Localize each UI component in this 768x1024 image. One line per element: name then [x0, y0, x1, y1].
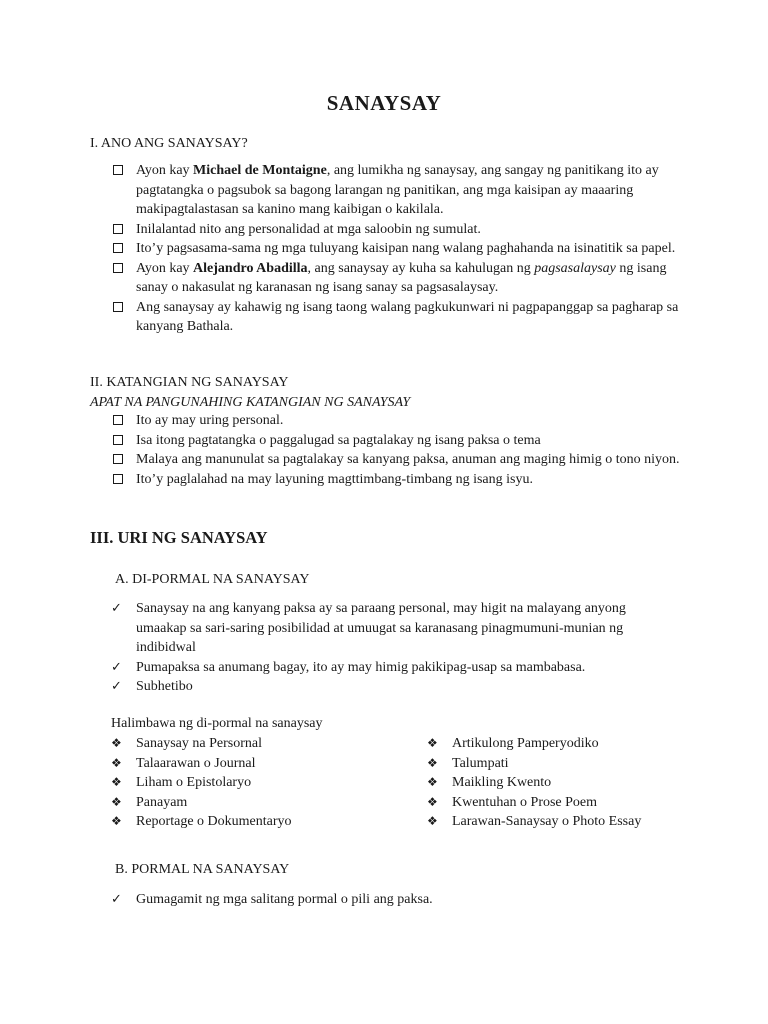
section-2-heading: II. KATANGIAN NG SANAYSAY [90, 375, 289, 390]
list-item: ✓ Pumapaksa sa anumang bagay, ito ay may himig pakikipag-usap sa mambabasa. [111, 658, 671, 678]
list-item: ❖ Larawan-Sanaysay o Photo Essay [427, 812, 727, 832]
list-item: ❖ Talumpati [427, 754, 727, 774]
square-bullet-icon [113, 165, 123, 175]
examples-label: Halimbawa ng di-pormal na sanaysay [111, 716, 323, 731]
list-item: ❖ Talaarawan o Journal [111, 754, 411, 774]
subsection-b-heading: B. PORMAL NA SANAYSAY [115, 862, 290, 877]
list-item: ❖ Panayam [111, 793, 411, 813]
list-item: Isa itong pagtatangka o paggalugad sa pagtalakay ng isang paksa o tema [111, 431, 681, 451]
list-item: ✓ Sanaysay na ang kanyang paksa ay sa paraang personal, may higit na malayang anyong umaakap sa sari-saring posibilidad at umuugat sa karanasang pinagmumuni-munian ng indibidwal [111, 601, 626, 655]
four-diamond-bullet-icon: ❖ [427, 736, 438, 750]
document-title: SANAYSAY [326, 91, 442, 115]
section-2-list [111, 411, 681, 489]
list-item: ❖ Liham o Epistolaryo [111, 773, 411, 793]
four-diamond-bullet-icon: ❖ [111, 775, 122, 789]
check-icon: ✓ [111, 679, 122, 694]
list-item: ❖ Reportage o Dokumentaryo [111, 812, 411, 832]
square-bullet-icon [113, 454, 123, 464]
square-bullet-icon [113, 302, 123, 312]
list-item: ❖ Artikulong Pamperyodiko [427, 734, 727, 754]
list-item: Ito’y pagsasama-sama ng mga tuluyang kaisipan nang walang paghahanda na isinatitik sa papel. [111, 239, 681, 259]
subsection-b-list [111, 890, 671, 910]
four-diamond-bullet-icon: ❖ [427, 814, 438, 828]
square-bullet-icon [113, 243, 123, 253]
list-item: ✓ Gumagamit ng mga salitang pormal o pili ang paksa. [111, 890, 671, 910]
examples-right-list [427, 734, 727, 832]
square-bullet-icon [113, 263, 123, 273]
section-1-heading: I. ANO ANG SANAYSAY? [90, 136, 248, 151]
list-item: ❖ Kwentuhan o Prose Poem [427, 793, 727, 813]
square-bullet-icon [113, 474, 123, 484]
four-diamond-bullet-icon: ❖ [427, 755, 438, 770]
section-1-list [111, 161, 681, 337]
subsection-a-list [111, 599, 671, 697]
list-item: Ayon kay Michael de Montaigne, ang lumikha ng sanaysay, ang sangay ng panitikang ito ay pagtatangka o pagsubok sa bagong larangan ng panitikan, ang mga kaisipan ay maaaring makipagtalastasan sa kanino mang kaibigan o kakilala. [111, 161, 681, 220]
four-diamond-bullet-icon: ❖ [111, 736, 122, 750]
list-item: Ito’y paglalahad na may layuning magttimbang-timbang ng isang isyu. [111, 470, 681, 490]
four-diamond-bullet-icon: ❖ [111, 794, 122, 809]
list-item: Malaya ang manunulat sa pagtalakay sa kanyang paksa, anuman ang maging himig o tono niyon. [111, 450, 681, 470]
examples-left-list [111, 734, 411, 832]
four-diamond-bullet-icon: ❖ [111, 755, 122, 770]
list-item: ❖ Maikling Kwento [427, 773, 727, 793]
list-item: Inilalantad nito ang personalidad at mga saloobin ng sumulat. [111, 220, 681, 240]
check-icon: ✓ [111, 601, 122, 616]
check-icon: ✓ [111, 659, 122, 675]
section-3-heading: III. URI NG SANAYSAY [90, 528, 268, 547]
square-bullet-icon [113, 415, 123, 425]
four-diamond-bullet-icon: ❖ [427, 794, 438, 809]
subsection-a-heading: A. DI-PORMAL NA SANAYSAY [115, 572, 310, 587]
section-2-subheading: APAT NA PANGUNAHING KATANGIAN NG SANAYSAY [90, 395, 411, 410]
list-item: ✓ Subhetibo [111, 677, 671, 697]
four-diamond-bullet-icon: ❖ [427, 775, 438, 789]
list-item: Ito ay may uring personal. [111, 411, 681, 431]
list-item: Ang sanaysay ay kahawig ng isang taong walang pagkukunwari ni pagpapanggap sa pagharap sa kanyang Bathala. [111, 298, 681, 337]
four-diamond-bullet-icon: ❖ [111, 814, 122, 828]
square-bullet-icon [113, 224, 123, 234]
square-bullet-icon [113, 435, 123, 445]
list-item: Ayon kay Alejandro Abadilla, ang sanaysay ay kuha sa kahulugan ng pagsasalaysay ng isang sanay o nakasulat ng karanasan ng isang sanay sa pagsasalaysay. [111, 259, 681, 298]
list-item: ❖ Sanaysay na Persornal [111, 734, 411, 754]
check-icon: ✓ [111, 892, 122, 907]
